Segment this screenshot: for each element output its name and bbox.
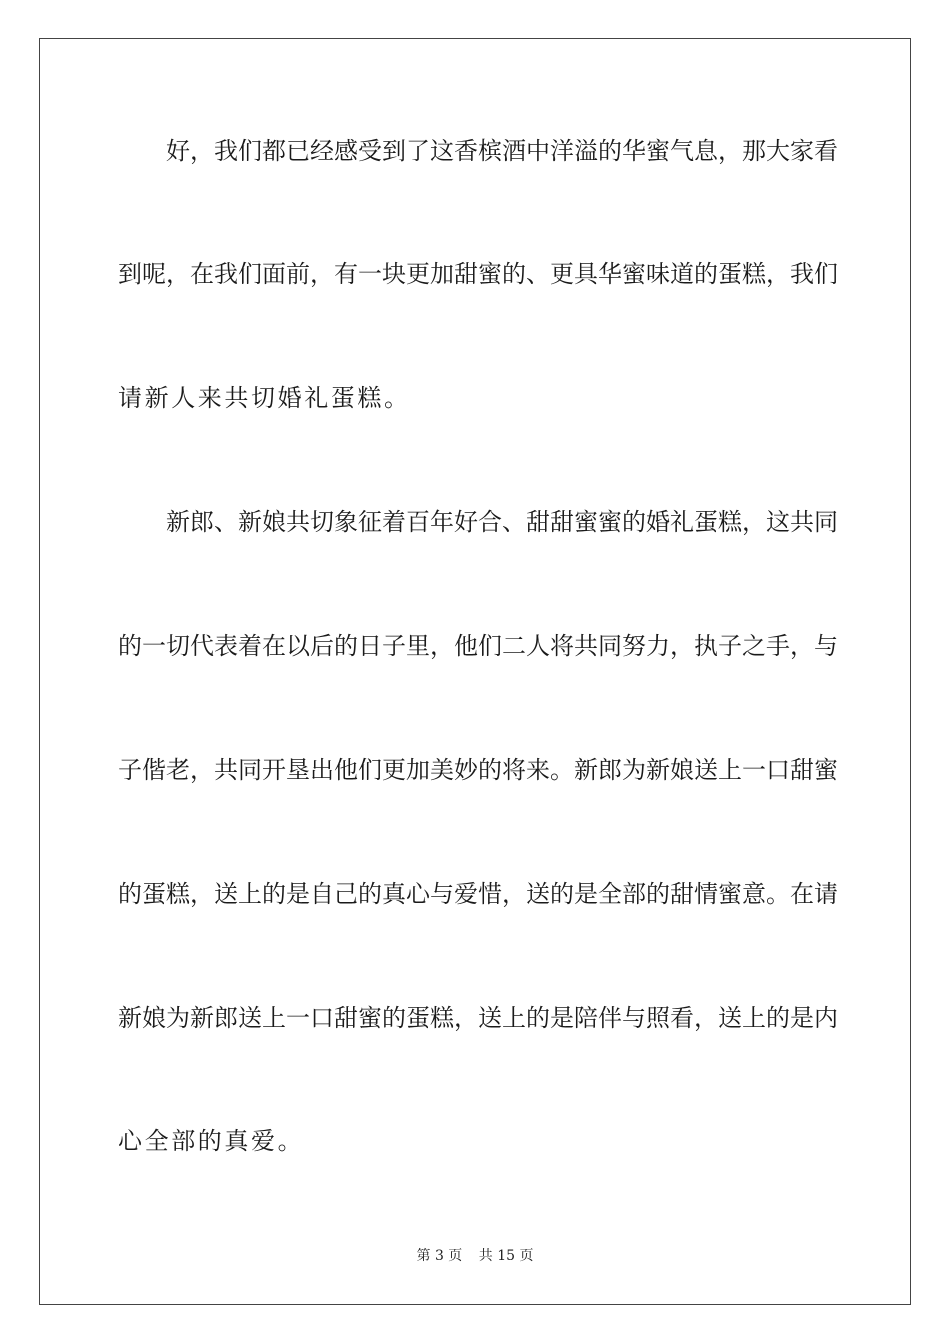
paragraph-line: 新 郎 、 新 娘 共 切 象 征 着 百 年 好 合 、 甜 甜 蜜 蜜 的 婚 礼 蛋 糕 ， 这 共 同: [166, 508, 838, 536]
paragraph-line: 新 娘 为 新 郎 送 上 一 口 甜 蜜 的 蛋 糕 ， 送 上 的 是 陪 伴 与 照 看 ， 送 上 的 是 内: [118, 1004, 838, 1032]
paragraph-line: 好 ， 我 们 都 已 经 感 受 到 了 这 香 槟 酒 中 洋 溢 的 华 蜜 气 息 ， 那 大 家 看: [166, 137, 838, 165]
page-number: 第 3 页: [416, 1248, 463, 1264]
paragraph-line: 到 呢 ， 在 我 们 面 前 ， 有 一 块 更 加 甜 蜜 的 、 更 具 华 蜜 味 道 的 蛋 糕 ， 我 们: [118, 260, 838, 288]
paragraph-line: 的 蛋 糕 ， 送 上 的 是 自 己 的 真 心 与 爱 惜 ， 送 的 是 全 部 的 甜 情 蜜 意 。 在 请: [118, 880, 838, 908]
page-footer: [0, 1247, 950, 1265]
paragraph-line: 子 偕 老 ， 共 同 开 垦 出 他 们 更 加 美 妙 的 将 来 。 新 郎 为 新 娘 送 上 一 口 甜 蜜: [118, 756, 838, 784]
paragraph-line: 的 一 切 代 表 着 在 以 后 的 日 子 里 ， 他 们 二 人 将 共 同 努 力 ， 执 子 之 手 ， 与: [118, 632, 838, 660]
page-total: 共 15 页: [478, 1248, 534, 1264]
paragraph-line: 心全部的真爱。: [118, 1127, 305, 1155]
paragraph-line: 请新人来共切婚礼蛋糕。: [118, 384, 411, 412]
page-border: [39, 38, 911, 1305]
